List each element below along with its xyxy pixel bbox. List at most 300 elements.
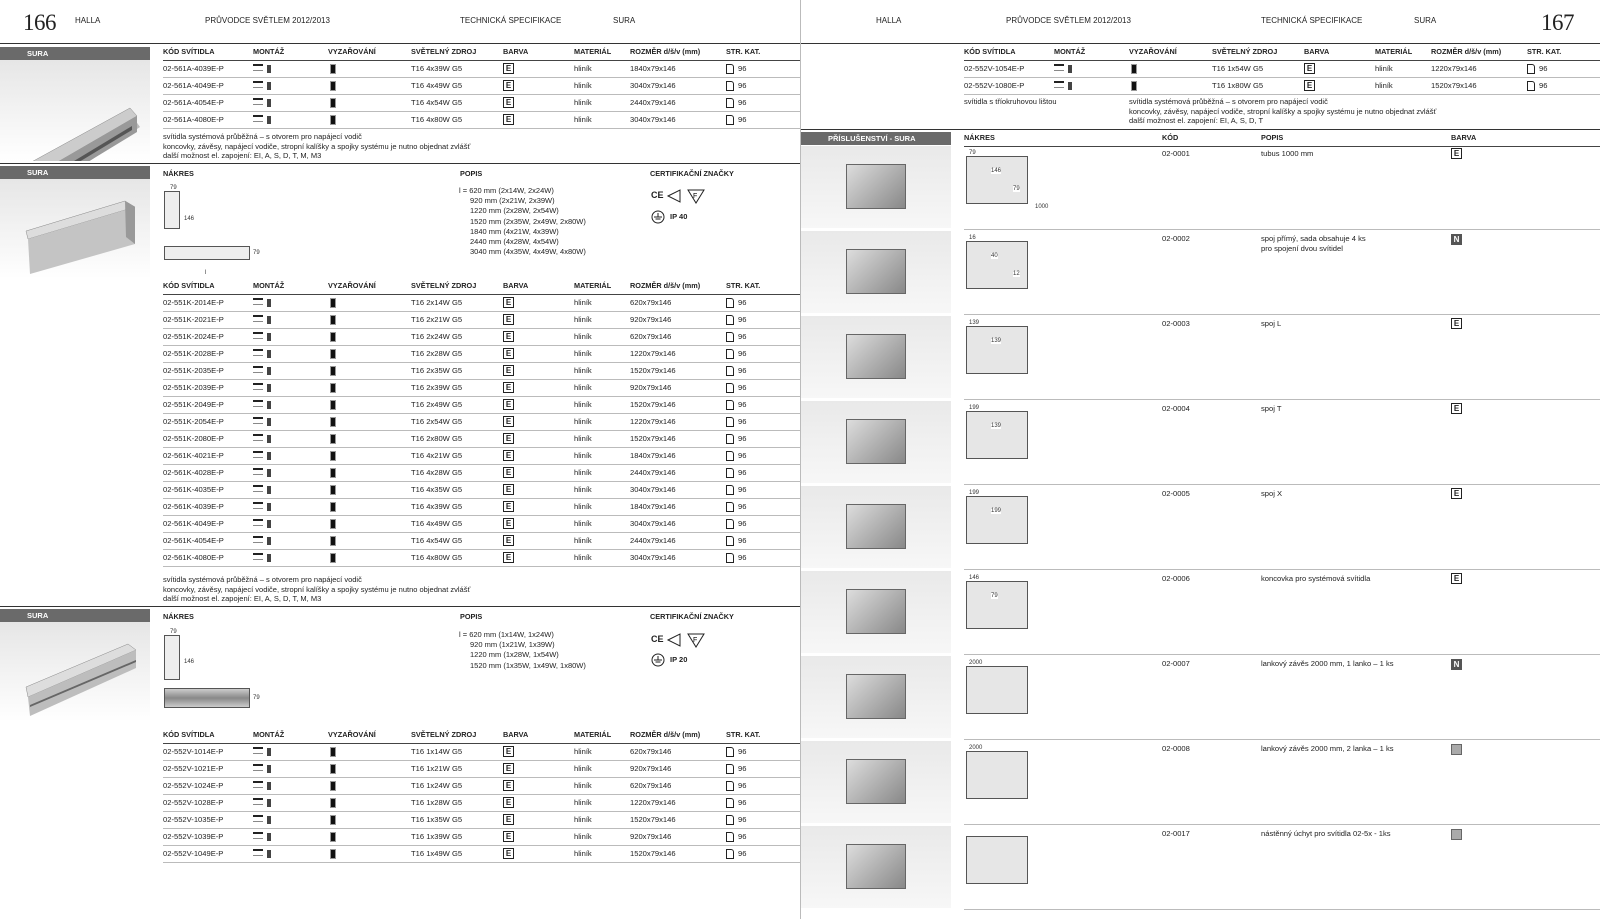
dimension-label: 146: [991, 168, 1002, 174]
table-row: [163, 516, 800, 533]
product-code: 02-561K-4080E-P: [163, 553, 224, 562]
light-source: T16 1x14W G5: [411, 747, 463, 756]
mount-icon: [253, 383, 271, 392]
spec-title: TECHNICKÁ SPECIFIKACE: [460, 16, 562, 25]
dim-height: 146: [184, 659, 195, 665]
emission-icon: [330, 781, 336, 791]
accessory-code: 02-0001: [1162, 149, 1190, 158]
page-doc-icon: [726, 366, 734, 376]
color-code-box: E: [503, 348, 514, 359]
catalog-page[interactable]: 96: [738, 764, 747, 773]
col-size: ROZMĚR d/š/v (mm): [630, 47, 701, 56]
catalog-page[interactable]: 96: [738, 798, 747, 807]
color-code-box: E: [503, 450, 514, 461]
catalog-page[interactable]: 96: [738, 815, 747, 824]
dimensions: 1840x79x146: [630, 502, 676, 511]
ground-icon: [651, 653, 665, 667]
material: hliník: [574, 502, 592, 511]
emission-icon: [330, 536, 336, 546]
note-left: svítidla s tříokruhovou lištou: [964, 97, 1057, 106]
catalog-page[interactable]: 96: [738, 434, 747, 443]
accessory-image: [801, 656, 951, 739]
light-source: T16 1x80W G5: [1212, 81, 1264, 90]
col-source: SVĚTELNÝ ZDROJ: [411, 730, 477, 739]
material: hliník: [574, 400, 592, 409]
mount-icon: [253, 400, 271, 409]
light-source: T16 4x54W G5: [411, 536, 463, 545]
dimensions: 620x79x146: [630, 781, 672, 790]
catalog-page[interactable]: 96: [738, 64, 747, 73]
page-doc-icon: [726, 115, 734, 125]
product-code: 02-551K-2024E-P: [163, 332, 224, 341]
material: hliník: [574, 536, 592, 545]
product-code: 02-561K-4028E-P: [163, 468, 224, 477]
svg-text:F: F: [693, 637, 698, 644]
catalog-page[interactable]: 96: [738, 747, 747, 756]
dimensions: 2440x79x146: [630, 536, 676, 545]
catalog-page[interactable]: 96: [738, 115, 747, 124]
note-line: svítidla systémová průběžná – s otvorem pro napájecí vodič: [163, 132, 362, 141]
color-swatch: [1451, 829, 1462, 840]
catalog-page[interactable]: 96: [738, 366, 747, 375]
page-doc-icon: [726, 383, 734, 393]
dimensions: 620x79x146: [630, 332, 672, 341]
mount-icon: [253, 366, 271, 375]
accessory-drawing: [966, 241, 1028, 289]
table-row: [163, 363, 800, 380]
emission-icon: [330, 115, 336, 125]
cert-heading: CERTIFIKAČNÍ ZNAČKY: [650, 169, 734, 178]
col-page: STR. KAT.: [726, 47, 761, 56]
catalog-page[interactable]: 96: [738, 781, 747, 790]
section-divider: [0, 606, 800, 607]
dimension-label: 2000: [969, 660, 983, 666]
mount-icon: [253, 451, 271, 460]
desc-heading: POPIS: [460, 169, 483, 178]
dimension-label: 79: [991, 593, 998, 599]
guide-title: PRŮVODCE SVĚTLEM 2012/2013: [205, 16, 330, 25]
page-doc-icon: [726, 832, 734, 842]
light-source: T16 4x39W G5: [411, 502, 463, 511]
col-mount: MONTÁŽ: [1054, 47, 1086, 56]
color-code-box: E: [503, 314, 514, 325]
light-source: T16 2x35W G5: [411, 366, 463, 375]
note-line: další možnost el. zapojení: EI, A, S, D, T, M, M3: [163, 151, 322, 160]
dimensions: 1520x79x146: [630, 400, 676, 409]
dimensions: 1840x79x146: [630, 451, 676, 460]
color-code-box: E: [503, 501, 514, 512]
col-material: MATERIÁL: [574, 47, 612, 56]
note-line: koncovky, závěsy, napájecí vodiče, stropní kalíšky a spojky systému je nutno objednat zvlášť: [163, 584, 471, 594]
material: hliník: [574, 764, 592, 773]
product-code: 02-561K-4054E-P: [163, 536, 224, 545]
accessory-image: [801, 826, 951, 909]
color-code-box: E: [1451, 148, 1462, 159]
mount-icon: [253, 849, 271, 858]
emission-icon: [330, 764, 336, 774]
material: hliník: [574, 434, 592, 443]
accessory-desc: spoj X: [1261, 489, 1283, 498]
material: hliník: [574, 349, 592, 358]
product-code: 02-561A-4054E-P: [163, 98, 224, 107]
col-page: STR. KAT.: [726, 730, 761, 739]
page-doc-icon: [1527, 64, 1535, 74]
col-code: KÓD SVÍTIDLA: [163, 730, 215, 739]
catalog-page[interactable]: 96: [738, 502, 747, 511]
dimension-label: 199: [969, 490, 980, 496]
mount-icon: [253, 298, 271, 307]
color-code-box: N: [1451, 234, 1462, 245]
page-doc-icon: [726, 451, 734, 461]
desc-line: 1520 mm (1x35W, 1x49W, 1x80W): [470, 660, 586, 670]
material: hliník: [574, 798, 592, 807]
color-code-box: E: [1304, 63, 1315, 74]
page-number: 167: [1541, 10, 1574, 35]
catalog-page[interactable]: 96: [738, 832, 747, 841]
desc-line: 1520 mm (2x35W, 2x49W, 2x80W): [470, 216, 586, 226]
emission-icon: [330, 798, 336, 808]
accessory-row: [964, 486, 1600, 570]
dimensions: 1840x79x146: [630, 64, 676, 73]
accessory-row: [964, 741, 1600, 825]
accessory-desc: spoj přímý, sada obsahuje 4 ks pro spojení dvou svítidel: [1261, 234, 1366, 253]
desc-line: 3040 mm (4x35W, 4x49W, 4x80W): [470, 247, 586, 257]
catalog-page[interactable]: 96: [738, 349, 747, 358]
color-code-box: E: [503, 63, 514, 74]
mount-icon: [253, 64, 271, 73]
page-doc-icon: [726, 798, 734, 808]
col-drawing: NÁKRES: [964, 133, 995, 142]
color-swatch: [1451, 744, 1462, 755]
product-code: 02-561A-4039E-P: [163, 64, 224, 73]
color-code-box: E: [503, 331, 514, 342]
dim-side: 79: [253, 695, 260, 701]
accessory-desc: spoj L: [1261, 319, 1282, 328]
accessory-image: [801, 231, 951, 314]
material: hliník: [574, 383, 592, 392]
page-doc-icon: [726, 315, 734, 325]
mount-icon: [253, 417, 271, 426]
color-code-box: E: [1451, 573, 1462, 584]
accessory-drawing: [966, 581, 1028, 629]
product-code: 02-551K-2039E-P: [163, 383, 224, 392]
emission-icon: [330, 434, 336, 444]
color-code-box: E: [503, 80, 514, 91]
catalog-page[interactable]: 96: [738, 298, 747, 307]
desc-line: 920 mm (2x21W, 2x39W): [470, 196, 555, 206]
table-header: [163, 44, 800, 61]
catalog-page[interactable]: 96: [738, 81, 747, 90]
catalog-page[interactable]: 96: [738, 553, 747, 562]
table-row: [163, 533, 800, 550]
table-row: [163, 744, 800, 761]
table-row: [163, 829, 800, 846]
catalog-page[interactable]: 96: [738, 332, 747, 341]
accessory-image: [801, 316, 951, 399]
dimensions: 620x79x146: [630, 747, 672, 756]
mount-icon: [253, 115, 271, 124]
table-row: [163, 346, 800, 363]
section-note: [163, 132, 470, 161]
material: hliník: [574, 81, 592, 90]
table-row: [163, 312, 800, 329]
emission-icon: [330, 451, 336, 461]
catalog-page[interactable]: 96: [1539, 81, 1548, 90]
light-source: T16 1x49W G5: [411, 849, 463, 858]
accessory-drawing: [966, 666, 1028, 714]
mount-icon: [253, 781, 271, 790]
accessory-drawing: [966, 326, 1028, 374]
mount-icon: [253, 434, 271, 443]
emission-icon: [330, 553, 336, 563]
accessory-image: [801, 571, 951, 654]
col-color: BARVA: [503, 730, 529, 739]
catalog-page[interactable]: 96: [738, 451, 747, 460]
dimension-label: 16: [969, 235, 976, 241]
product-code: 02-561A-4049E-P: [163, 81, 224, 90]
page-doc-icon: [726, 332, 734, 342]
dimension-label: 12: [1013, 271, 1020, 277]
color-code-box: E: [503, 831, 514, 842]
accessory-desc: lankový závěs 2000 mm, 2 lanka – 1 ks: [1261, 744, 1394, 753]
catalog-page[interactable]: 96: [738, 98, 747, 107]
color-code-box: E: [503, 780, 514, 791]
col-source: SVĚTELNÝ ZDROJ: [411, 281, 477, 290]
accessory-code: 02-0002: [1162, 234, 1190, 243]
table-row: [163, 112, 800, 129]
right-page: [800, 0, 1600, 919]
color-code-box: E: [503, 399, 514, 410]
dimensions: 3040x79x146: [630, 81, 676, 90]
dimension-label: 139: [991, 423, 1002, 429]
color-code-box: E: [503, 416, 514, 427]
product-image: [0, 60, 150, 161]
material: hliník: [574, 315, 592, 324]
color-code-box: E: [1451, 488, 1462, 499]
dimensions: 920x79x146: [630, 764, 672, 773]
col-source: SVĚTELNÝ ZDROJ: [1212, 47, 1278, 56]
table-header: [964, 44, 1600, 61]
table-row: [163, 448, 800, 465]
dimension-label: 2000: [969, 745, 983, 751]
table-row: [163, 95, 800, 112]
col-mount: MONTÁŽ: [253, 47, 285, 56]
cert-heading: CERTIFIKAČNÍ ZNAČKY: [650, 612, 734, 621]
accessory-image: [801, 486, 951, 569]
page-doc-icon: [726, 502, 734, 512]
desc-block: [459, 630, 586, 671]
material: hliník: [574, 115, 592, 124]
table-row: [163, 397, 800, 414]
color-code-box: E: [503, 746, 514, 757]
col-size: ROZMĚR d/š/v (mm): [630, 281, 701, 290]
col-size: ROZMĚR d/š/v (mm): [630, 730, 701, 739]
page-doc-icon: [726, 434, 734, 444]
dimension-label: 146: [969, 575, 980, 581]
dimension-label: 79: [969, 150, 976, 156]
dimensions: 1220x79x146: [630, 798, 676, 807]
col-code: KÓD SVÍTIDLA: [163, 47, 215, 56]
ce-mark: CE: [651, 190, 664, 200]
catalog-page[interactable]: 96: [738, 519, 747, 528]
accessory-drawing: [966, 411, 1028, 459]
guide-title: PRŮVODCE SVĚTLEM 2012/2013: [1006, 16, 1131, 25]
material: hliník: [574, 366, 592, 375]
light-source: T16 2x24W G5: [411, 332, 463, 341]
light-source: T16 1x24W G5: [411, 781, 463, 790]
table-row: [163, 812, 800, 829]
page-number: 166: [23, 10, 56, 35]
page-doc-icon: [726, 400, 734, 410]
material: hliník: [574, 417, 592, 426]
color-code-box: E: [503, 467, 514, 478]
product-code: 02-552V-1028E-P: [163, 798, 224, 807]
catalog-page[interactable]: 96: [738, 400, 747, 409]
mount-icon: [1054, 64, 1072, 73]
emission-icon: [330, 417, 336, 427]
dim-height: 146: [184, 216, 195, 222]
light-source: T16 4x39W G5: [411, 64, 463, 73]
accessory-row: [964, 401, 1600, 485]
light-source: T16 1x54W G5: [1212, 64, 1264, 73]
col-emission: VYZAŘOVÁNÍ: [328, 281, 376, 290]
dimension-label: 1000: [1035, 204, 1049, 210]
color-code-box: N: [1451, 659, 1462, 670]
dimensions: 3040x79x146: [630, 485, 676, 494]
dimension-label: 40: [991, 253, 998, 259]
dimension-label: 79: [1013, 186, 1020, 192]
color-code-box: E: [503, 518, 514, 529]
emission-icon: [330, 502, 336, 512]
col-emission: VYZAŘOVÁNÍ: [1129, 47, 1177, 56]
accessory-image: [801, 146, 951, 229]
light-source: T16 1x21W G5: [411, 764, 463, 773]
accessory-drawing: [966, 496, 1028, 544]
table-row: [163, 431, 800, 448]
col-page: STR. KAT.: [1527, 47, 1562, 56]
light-source: T16 1x35W G5: [411, 815, 463, 824]
emission-icon: [330, 98, 336, 108]
mount-icon: [1054, 81, 1072, 90]
color-code-box: E: [503, 484, 514, 495]
dimensions: 3040x79x146: [630, 519, 676, 528]
side-drawing: [164, 246, 250, 260]
table-row: [163, 482, 800, 499]
catalog-page[interactable]: 96: [738, 536, 747, 545]
mount-icon: [253, 468, 271, 477]
product-code: 02-561K-4039E-P: [163, 502, 224, 511]
desc-line: l = 620 mm (1x14W, 1x24W): [459, 630, 554, 639]
accessory-code: 02-0005: [1162, 489, 1190, 498]
dimension-label: 139: [991, 338, 1002, 344]
color-code-box: E: [503, 552, 514, 563]
catalog-page[interactable]: 96: [1539, 64, 1548, 73]
note-line: svítidla systémová průběžná – s otvorem pro napájecí vodič: [163, 575, 362, 584]
dimensions: 1220x79x146: [630, 349, 676, 358]
note-line: svítidla systémová průběžná – s otvorem pro napájecí vodič: [1129, 97, 1328, 106]
side-drawing: [164, 688, 250, 708]
page-doc-icon: [726, 519, 734, 529]
desc-line: 920 mm (1x21W, 1x39W): [470, 640, 555, 650]
material: hliník: [574, 64, 592, 73]
catalog-page[interactable]: 96: [738, 485, 747, 494]
accessory-row: [964, 231, 1600, 315]
material: hliník: [574, 451, 592, 460]
dimensions: 3040x79x146: [630, 115, 676, 124]
page-doc-icon: [726, 747, 734, 757]
product-code: 02-551K-2054E-P: [163, 417, 224, 426]
emission-icon: [330, 349, 336, 359]
color-code-box: E: [503, 814, 514, 825]
cert-icons: [666, 188, 706, 204]
material: hliník: [574, 519, 592, 528]
mount-icon: [253, 349, 271, 358]
material: hliník: [574, 747, 592, 756]
color-code-box: E: [503, 535, 514, 546]
product-title: SURA: [1414, 16, 1437, 25]
catalog-page[interactable]: 96: [738, 468, 747, 477]
catalog-page[interactable]: 96: [738, 849, 747, 858]
dimensions: 620x79x146: [630, 298, 672, 307]
emission-icon: [330, 849, 336, 859]
color-code-box: E: [503, 114, 514, 125]
ip-rating: IP 40: [670, 212, 688, 221]
product-code: 02-552V-1035E-P: [163, 815, 224, 824]
note-line: koncovky, závěsy, napájecí vodiče, stropní kalíšky a spojky systému je nutno objednat zvlášť: [1129, 106, 1437, 116]
col-emission: VYZAŘOVÁNÍ: [328, 730, 376, 739]
col-mount: MONTÁŽ: [253, 281, 285, 290]
light-source: T16 1x39W G5: [411, 832, 463, 841]
catalog-page[interactable]: 96: [738, 383, 747, 392]
color-code-box: E: [503, 763, 514, 774]
dimensions: 920x79x146: [630, 315, 672, 324]
emission-icon: [330, 81, 336, 91]
dimensions: 3040x79x146: [630, 553, 676, 562]
product-image: [0, 622, 150, 722]
catalog-page[interactable]: 96: [738, 315, 747, 324]
accessory-code: 02-0017: [1162, 829, 1190, 838]
color-code-box: E: [1451, 318, 1462, 329]
page-doc-icon: [1527, 81, 1535, 91]
mount-icon: [253, 553, 271, 562]
dim-side: 79: [253, 250, 260, 256]
mount-icon: [253, 81, 271, 90]
light-source: T16 2x14W G5: [411, 298, 463, 307]
col-material: MATERIÁL: [1375, 47, 1413, 56]
table-row: [163, 465, 800, 482]
col-material: MATERIÁL: [574, 730, 612, 739]
light-source: T16 2x49W G5: [411, 400, 463, 409]
material: hliník: [1375, 64, 1393, 73]
col-color: BARVA: [1451, 133, 1477, 142]
color-code-box: E: [503, 382, 514, 393]
desc-block: [459, 186, 586, 257]
material: hliník: [574, 98, 592, 107]
accessory-desc: lankový závěs 2000 mm, 1 lanko – 1 ks: [1261, 659, 1394, 668]
table-row: [163, 550, 800, 567]
dimensions: 920x79x146: [630, 832, 672, 841]
dimensions: 2440x79x146: [630, 98, 676, 107]
page-doc-icon: [726, 298, 734, 308]
table-row: [163, 329, 800, 346]
cert-icons: [666, 632, 706, 648]
product-code: 02-552V-1024E-P: [163, 781, 224, 790]
cross-section-drawing: [164, 635, 180, 680]
product-code: 02-552V-1039E-P: [163, 832, 224, 841]
catalog-page[interactable]: 96: [738, 417, 747, 426]
color-code-box: E: [503, 365, 514, 376]
material: hliník: [574, 468, 592, 477]
